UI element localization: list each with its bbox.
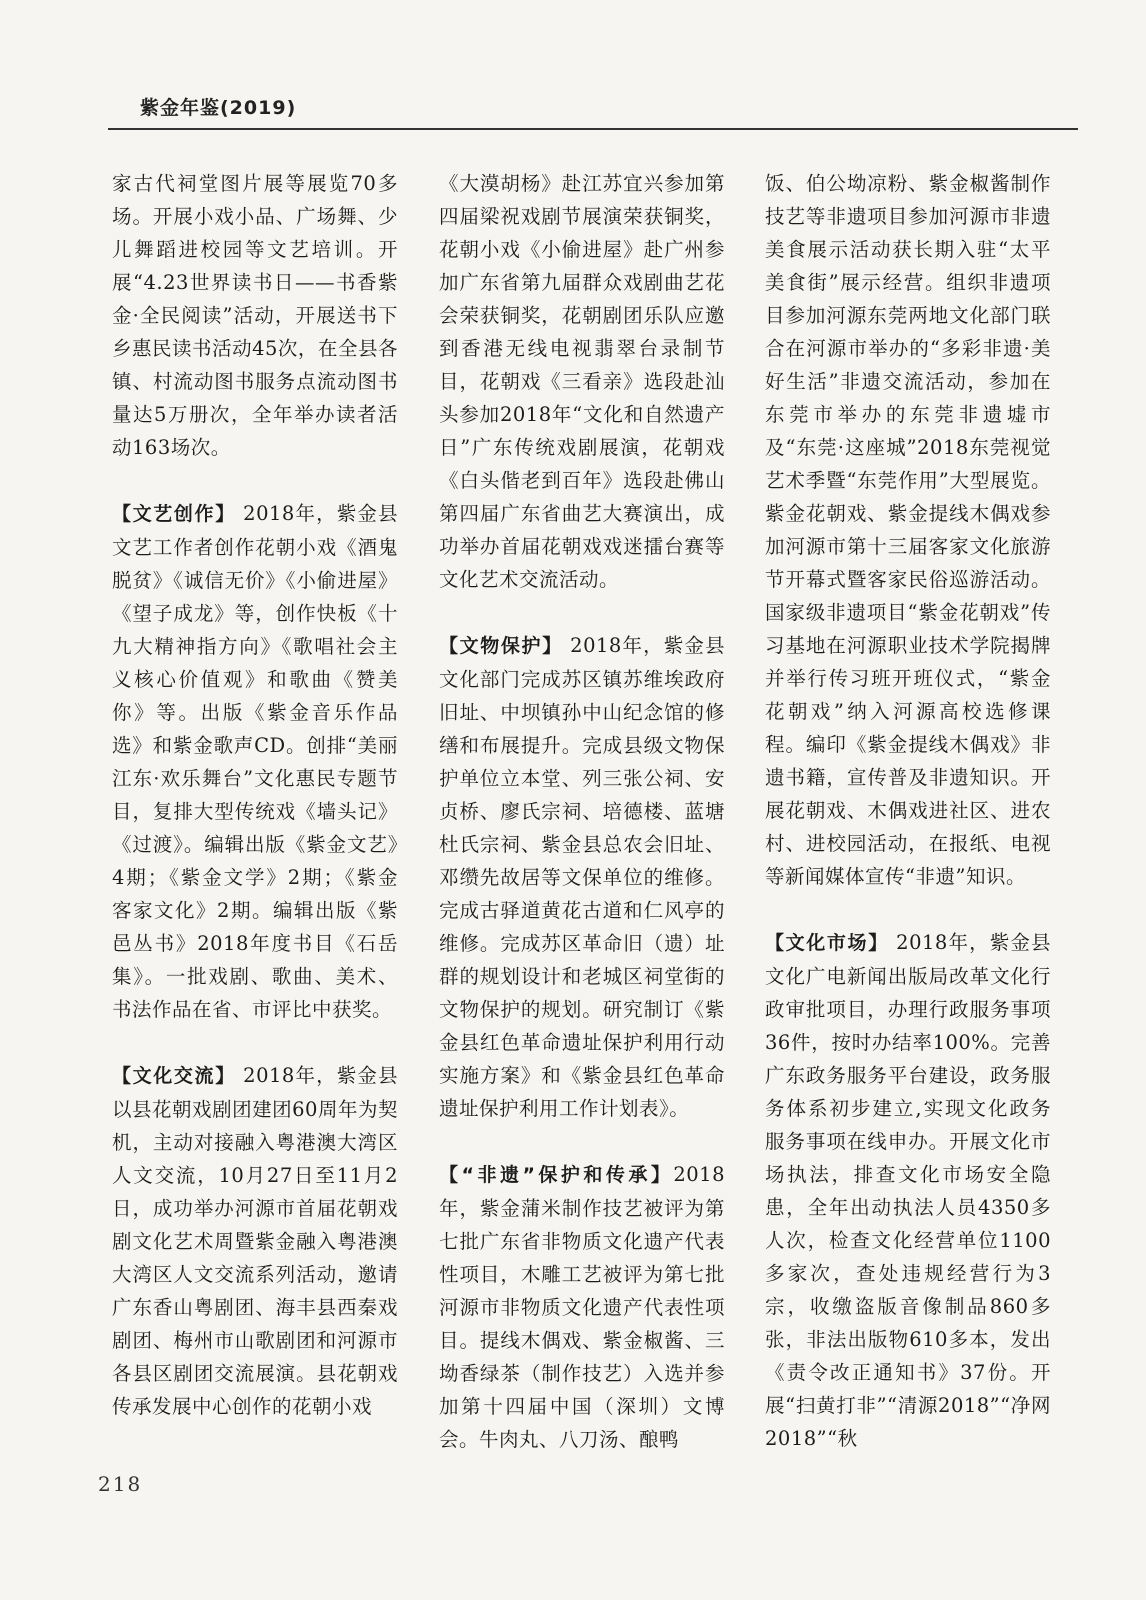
section-relics-protection [439, 629, 725, 1125]
text-column-1 [112, 167, 398, 1423]
section-heading: 【文化交流】 [112, 1065, 236, 1087]
section-heading: 【“非遗”保护和传承】 [439, 1164, 674, 1186]
section-heading: 【文化市场】 [765, 932, 889, 954]
text-column-2 [439, 167, 725, 1456]
paragraph-continued: 《大漠胡杨》赴江苏宜兴参加第四届梁祝戏剧节展演荣获铜奖，花朝小戏《小偷进屋》赴广州参加广东省第九届群众戏剧曲艺花会荣获铜奖，花朝剧团乐队应邀到香港无线电视翡翠台录制节目，花朝戏《三看亲》选段赴汕头参加2018年“文化和自然遗产日”广东传统戏剧展演，花朝戏《白头偕老到百年》选段赴佛山第四届广东省曲艺大赛演出，成功举办首届花朝戏戏迷擂台赛等文化艺术交流活动。 [439, 172, 725, 591]
section-cultural-market [765, 926, 1051, 1455]
section-heading: 【文艺创作】 [112, 503, 236, 525]
page-number: 218 [98, 1472, 143, 1496]
section-body: 2018年，紫金县文化部门完成苏区镇苏维埃政府旧址、中坝镇孙中山纪念馆的修缮和布展提升。完成县级文物保护单位立本堂、列三张公祠、安贞桥、廖氏宗祠、培德楼、蓝塘杜氏宗祠、紫金县总农会旧址、邓缵先故居等文保单位的维修。完成古驿道黄花古道和仁风亭的维修。完成苏区革命旧（遗）址群的规划设计和老城区祠堂街的文物保护的规划。研究制订《紫金县红色革命遗址保护利用行动实施方案》和《紫金县红色革命遗址保护利用工作计划表》。 [439, 634, 725, 1120]
section-body: 2018年，紫金县文化广电新闻出版局改革文化行政审批项目，办理行政服务事项36件，按时办结率100%。完善广东政务服务平台建设，政务服务体系初步建立,实现文化政务服务事项在线申办。开展文化市场执法，排查文化市场安全隐患，全年出动执法人员4350多人次，检查文化经营单位1100多家次，查处违规经营行为3宗，收缴盗版音像制品860多张，非法出版物610多本，发出《责令改正通知书》37份。开展“扫黄打非”“清源2018”“净网2018”“秋 [765, 931, 1051, 1450]
section-intangible-heritage [439, 1158, 725, 1456]
section-body: 2018年，紫金蒲米制作技艺被评为第七批广东省非物质文化遗产代表性项目，木雕工艺被评为第七批河源市非物质文化遗产代表性项目。提线木偶戏、紫金椒酱、三坳香绿茶（制作技艺）入选并参加第十四届中国（深圳）文博会。牛肉丸、八刀汤、酿鸭 [439, 1163, 725, 1451]
section-body: 2018年，紫金县以县花朝戏剧团建团60周年为契机，主动对接融入粤港澳大湾区人文交流，10月27日至11月2日，成功举办河源市首届花朝戏剧文化艺术周暨紫金融入粤港澳大湾区人文交流系列活动，邀请广东香山粤剧团、海丰县西秦戏剧团、梅州市山歌剧团和河源市各县区剧团交流展演。县花朝戏传承发展中心创作的花朝小戏 [112, 1064, 398, 1418]
section-heading: 【文物保护】 [439, 635, 563, 657]
text-column-3 [765, 167, 1051, 1455]
section-arts-creation [112, 497, 398, 1026]
paragraph-continued: 饭、伯公坳凉粉、紫金椒酱制作技艺等非遗项目参加河源市非遗美食展示活动获长期入驻“太平美食街”展示经营。组织非遗项目参加河源东莞两地文化部门联合在河源市举办的“多彩非遗·美好生活”非遗交流活动，参加在东莞市举办的东莞非遗墟市及“东莞·这座城”2018东莞视觉艺术季暨“东莞作用”大型展览。紫金花朝戏、紫金提线木偶戏参加河源市第十三届客家文化旅游节开幕式暨客家民俗巡游活动。国家级非遗项目“紫金花朝戏”传习基地在河源职业技术学院揭牌并举行传习班开班仪式，“紫金花朝戏”纳入河源高校选修课程。编印《紫金提线木偶戏》非遗书籍，宣传普及非遗知识。开展花朝戏、木偶戏进社区、进农村、进校园活动，在报纸、电视等新闻媒体宣传“非遗”知识。 [765, 172, 1051, 888]
section-cultural-exchange [112, 1059, 398, 1423]
header-rule [108, 128, 1078, 130]
running-header-title: 紫金年鉴(2019) [140, 97, 297, 119]
section-body: 2018年，紫金县文艺工作者创作花朝小戏《酒鬼脱贫》《诚信无价》《小偷进屋》《望子成龙》等，创作快板《十九大精神指方向》《歌唱社会主义核心价值观》和歌曲《赞美你》等。出版《紫金音乐作品选》和紫金歌声CD。创排“美丽江东·欢乐舞台”文化惠民专题节目，复排大型传统戏《墙头记》《过渡》。编辑出版《紫金文艺》4期；《紫金文学》2期；《紫金客家文化》2期。编辑出版《紫邑丛书》2018年度书目《石岳集》。一批戏剧、歌曲、美术、书法作品在省、市评比中获奖。 [112, 502, 398, 1021]
paragraph-continued: 家古代祠堂图片展等展览70多场。开展小戏小品、广场舞、少儿舞蹈进校园等文艺培训。开展“4.23世界读书日——书香紫金·全民阅读”活动，开展送书下乡惠民读书活动45次，在全县各镇、村流动图书服务点流动图书量达5万册次，全年举办读者活动163场次。 [112, 172, 398, 459]
